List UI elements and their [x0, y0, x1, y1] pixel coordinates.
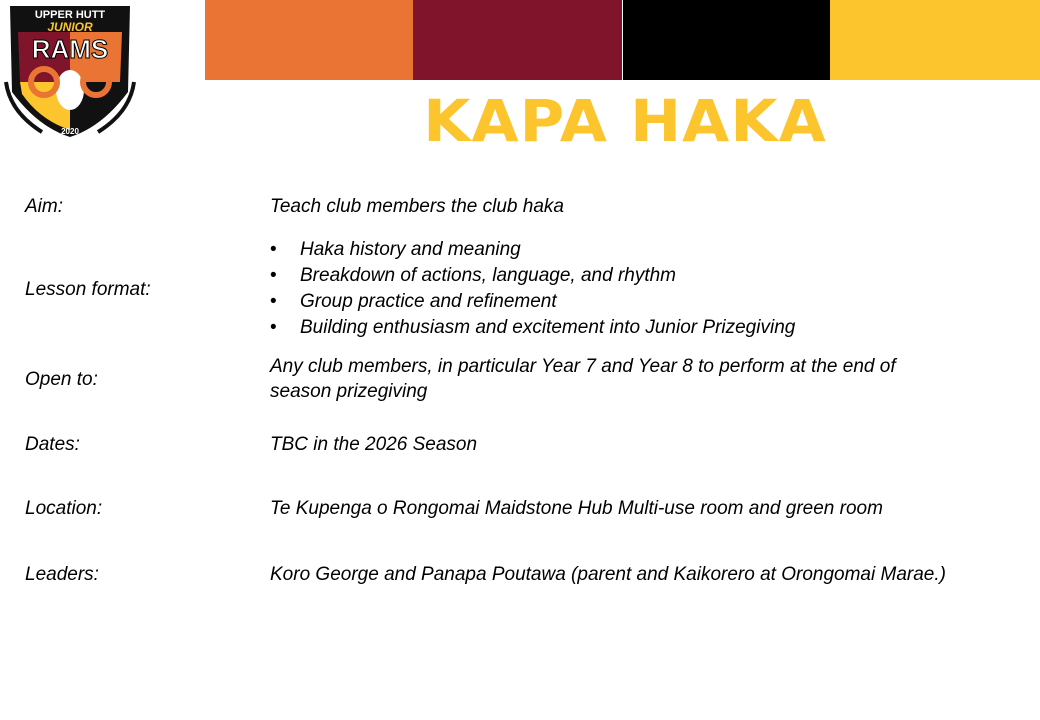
open-to-value: Any club members, in particular Year 7 and Year 8 to perform at the end of season prizegiving — [270, 356, 896, 402]
dates-value: TBC in the 2026 Season — [270, 434, 478, 455]
color-bar-maroon — [413, 0, 622, 80]
leaders-value: Koro George and Panapa Poutawa (parent and Kaikorero at Orongomai Marae.) — [270, 564, 946, 585]
svg-text:2020: 2020 — [61, 127, 79, 136]
color-bar-orange — [205, 0, 413, 80]
list-item: • Building enthusiasm and excitement into Junior Prizegiving — [270, 315, 795, 341]
list-item: • Haka history and meaning — [270, 237, 795, 263]
list-item: • Group practice and refinement — [270, 289, 795, 315]
svg-text:UPPER HUTT: UPPER HUTT — [34, 9, 106, 21]
lesson-format-label: Lesson format: — [25, 279, 151, 300]
leaders-label: Leaders: — [25, 564, 99, 585]
location-value: Te Kupenga o Rongomai Maidstone Hub Multi-use room and green room — [270, 498, 883, 519]
svg-text:JUNIOR: JUNIOR — [47, 20, 93, 34]
page-title: KAPA HAKA — [423, 87, 827, 155]
list-item: • Breakdown of actions, language, and rhythm — [270, 263, 795, 289]
color-bar-black — [623, 0, 830, 80]
dates-label: Dates: — [25, 434, 80, 455]
open-to-label: Open to: — [25, 369, 98, 390]
aim-value: Teach club members the club haka — [270, 196, 564, 217]
club-logo — [2, 2, 138, 140]
aim-label: Aim: — [25, 196, 63, 217]
location-label: Location: — [25, 498, 103, 519]
color-bar-yellow — [830, 0, 1040, 80]
svg-text:RAMS: RAMS — [31, 34, 109, 64]
lesson-format-list — [270, 237, 795, 341]
